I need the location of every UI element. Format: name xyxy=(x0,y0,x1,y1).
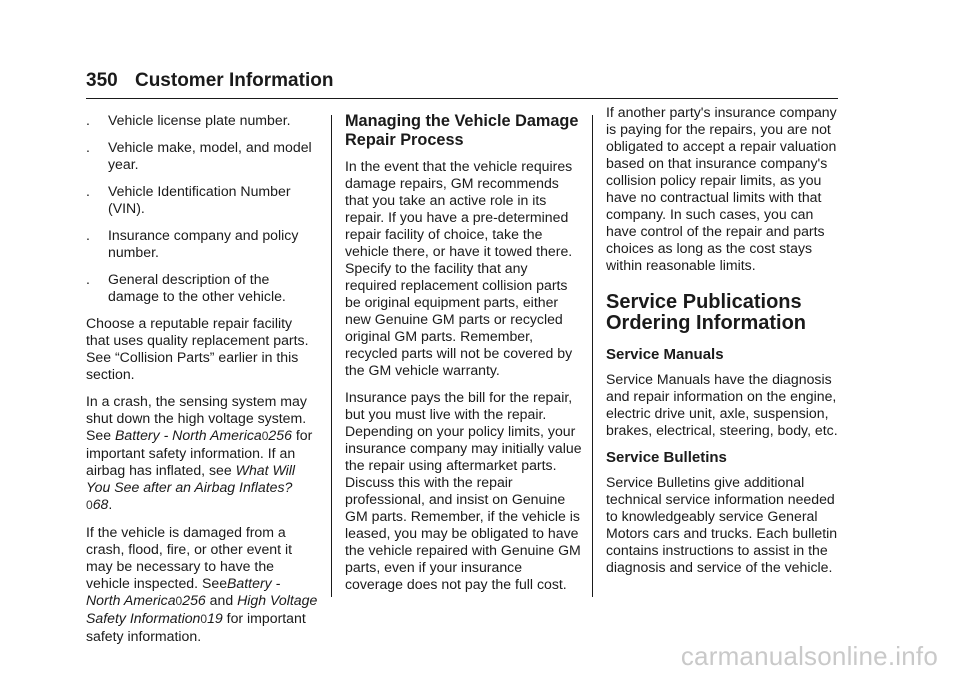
page-ref-icon: 0 xyxy=(261,429,269,443)
list-item: . Insurance company and policy number. xyxy=(86,227,299,260)
xref-battery-link[interactable]: Battery - North America xyxy=(86,575,281,608)
page-number: 350 xyxy=(86,70,118,91)
page-ref-19[interactable]: 19 xyxy=(207,610,223,626)
paragraph-other-party-insurance: If another party's insurance company is paying for the repairs, you are not obligated to accept a repair valuation based on that insurance company's collision policy repair limits, as you have no contractual limits with that company. In such cases, you can have control of the repair and parts choices as long as the cost stays within reasonable limits. xyxy=(606,104,837,273)
page-ref-256[interactable]: 256 xyxy=(182,592,206,608)
xref-high-voltage-link[interactable]: High Voltage Safety Information xyxy=(86,592,318,626)
header-divider xyxy=(86,98,838,99)
column-1 xyxy=(86,112,318,655)
bullet-marker: . xyxy=(86,271,90,287)
subheading-service-bulletins: Service Bulletins xyxy=(606,449,727,466)
xref-airbag-link[interactable]: What Will You See after an Airbag Inflates? xyxy=(86,462,296,495)
paragraph-service-manuals: Service Manuals have the diagnosis and repair information on the engine, electric drive unit, axle, suspension, brakes, electrical, steering, body, etc. xyxy=(606,371,838,438)
paragraph-sensing-system: In a crash, the sensing system may shut down the high voltage system. See Battery - North America0256 for important safety information. If an airbag has inflated, see What Will You See after an Airbag Inflates?068. xyxy=(86,393,313,512)
list-item: . General description of the damage to the other vehicle. xyxy=(86,271,286,304)
section-heading-damage-repair: Managing the Vehicle Damage Repair Process xyxy=(345,112,579,149)
bullet-marker: . xyxy=(86,227,90,243)
section-heading-service-publications: Service Publications Ordering Information xyxy=(606,291,806,334)
list-item: . Vehicle license plate number. xyxy=(86,112,291,128)
column-2 xyxy=(345,112,583,603)
column-3 xyxy=(606,104,840,586)
watermark: carmanualsonline.info xyxy=(680,641,938,671)
list-item: . Vehicle make, model, and model year. xyxy=(86,139,312,172)
page-ref-68[interactable]: 68 xyxy=(92,496,109,512)
page-ref-icon: 0 xyxy=(175,594,183,608)
page-ref-icon: 0 xyxy=(86,498,93,512)
paragraph-service-bulletins: Service Bulletins give additional technical service information needed to knowledgeably service General Motors cars and trucks. Each bulletin contains instructions to assist in the diagnosis and service of the vehicle. xyxy=(606,474,838,575)
paragraph-vehicle-inspection: If the vehicle is damaged from a crash, flood, fire, or other event it may be necessary to have the vehicle inspected. SeeBattery - North America0256 and High Voltage Safety Information019 for important safety information. xyxy=(86,524,318,644)
subheading-service-manuals: Service Manuals xyxy=(606,346,724,363)
list-item: . Vehicle Identification Number (VIN). xyxy=(86,183,291,216)
page-ref-icon: 0 xyxy=(200,612,208,626)
paragraph-repair-facility: Choose a reputable repair facility that uses quality replacement parts. See “Collision Parts” earlier in this section. xyxy=(86,315,309,382)
paragraph-gm-recommends: In the event that the vehicle requires damage repairs, GM recommends that you take an active role in its repair. If you have a pre-determined repair facility of choice, take the vehicle there, or have it towed there. Specify to the facility that any required replacement collision parts be original equipment parts, either new Genuine GM parts or recycled original GM parts. Remember, recycled parts will not be covered by the GM vehicle warranty. xyxy=(345,158,573,378)
page-ref-256[interactable]: 256 xyxy=(268,427,292,443)
bullet-marker: . xyxy=(86,183,90,199)
column-divider-1 xyxy=(331,115,332,597)
xref-battery-link[interactable]: Battery - North America xyxy=(115,427,262,443)
column-divider-2 xyxy=(592,115,593,597)
info-bullet-list xyxy=(86,112,318,305)
paragraph-insurance-pays: Insurance pays the bill for the repair, but you must live with the repair. Depending on your policy limits, your insurance company may initially value the repair using aftermarket parts. Discuss this with the repair professional, and insist on Genuine GM parts. Remember, if the vehicle is leased, you may be obligated to have the vehicle repaired with Genuine GM parts, even if your insurance coverage does not pay the full cost. xyxy=(345,389,582,592)
page-header xyxy=(86,70,333,92)
bullet-marker: . xyxy=(86,139,90,155)
section-title: Customer Information xyxy=(134,70,334,91)
bullet-marker: . xyxy=(86,112,90,128)
